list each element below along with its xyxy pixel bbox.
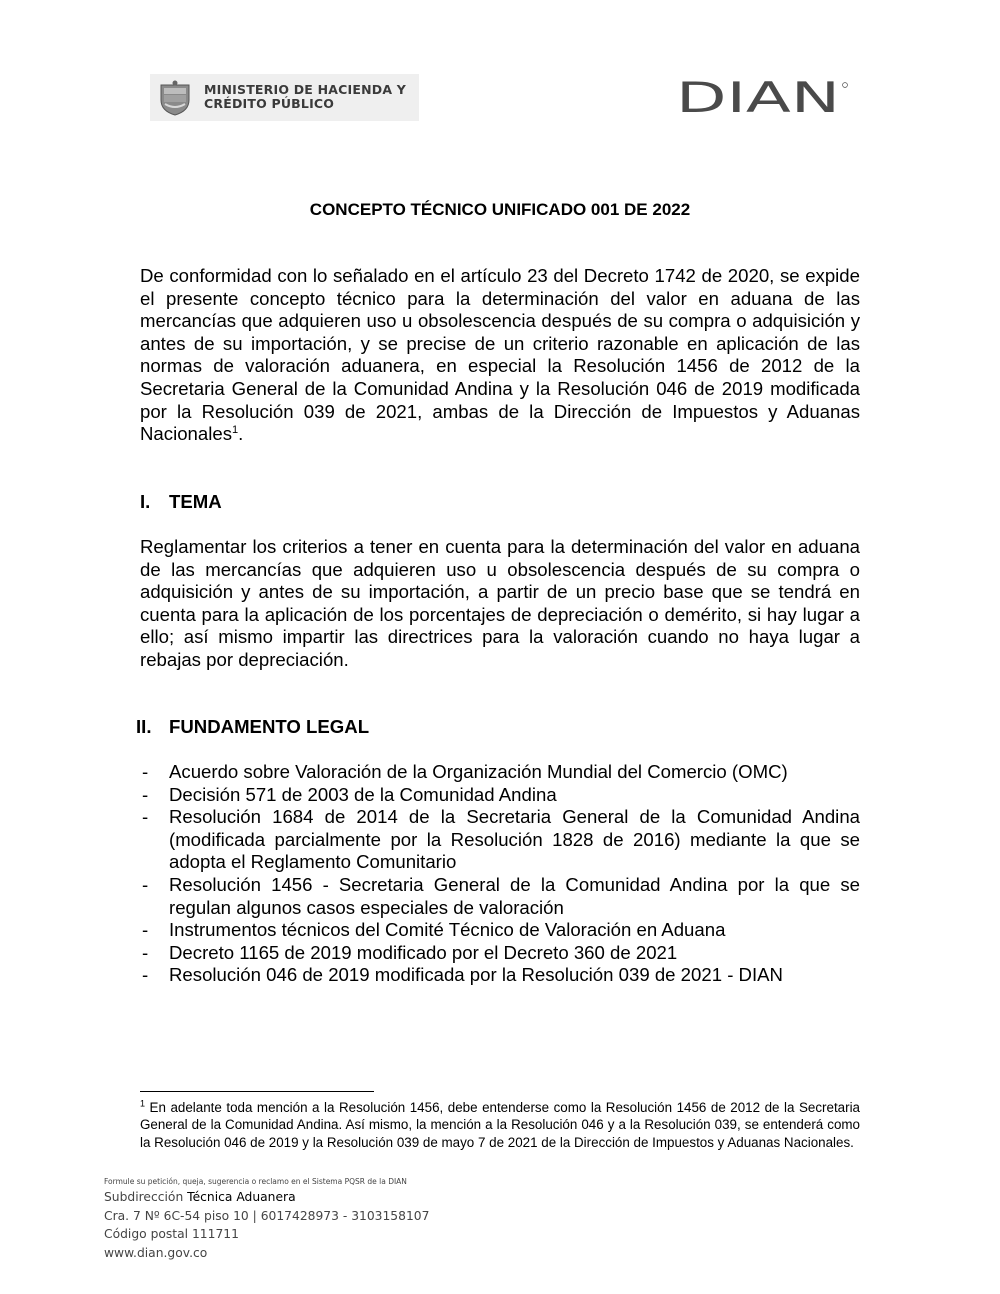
list-item: - Decisión 571 de 2003 de la Comunidad Andina [142,783,557,805]
list-item: - Resolución 1684 de 2014 de la Secretaria General de la Comunidad Andina (modificada parcialmente por la Resolución 1828 de 2016) mediante la que se adopta el Reglamento Comunitario [142,806,860,873]
footnote-number: 1 [140,1098,146,1109]
section-title: TEMA [169,491,222,512]
dian-logo-text: DIAN [676,80,840,114]
ministry-name-line1: MINISTERIO DE HACIENDA Y [204,82,407,97]
intro-end: . [238,423,244,445]
postal-line: Código postal 111711 [104,1227,239,1241]
office-name: Técnica Aduanera [187,1190,296,1204]
ministry-name [204,83,406,111]
footnote-ref[interactable]: 1 [232,423,239,436]
list-item: - Acuerdo sobre Valoración de la Organización Mundial del Comercio (OMC) [142,761,788,782]
document-title: CONCEPTO TÉCNICO UNIFICADO 001 DE 2022 [309,200,691,219]
section-title: FUNDAMENTO LEGAL [169,716,370,737]
page-footer [104,1176,429,1262]
office-line [104,1188,429,1207]
section-number: I. [140,491,151,512]
list-item: - Resolución 1456 - Secretaria General de la Comunidad Andina por la que se regulan algunos casos especiales de valoración [142,873,860,918]
intro-text: De conformidad con lo señalado en el artículo 23 del Decreto 1742 de 2020, se expide el presente concepto técnico para la determinación del valor en aduana de las mercancías que adquieren uso u obsolescencia después de su compra o adquisición y antes de su importación, y se precise de un criterio razonable en aplicación de las normas de valoración aduanera, en especial la Resolución 1456 de 2012 de la Secretaria General de la Comunidad Andina y la Resolución 046 de 2019 modificada por la Resolución 039 de 2021, ambas de la Dirección de Impuestos y Aduanas Nacionales [140,265,860,445]
ministry-logo [150,74,419,121]
footnote [140,1099,860,1151]
list-item: - Instrumentos técnicos del Comité Técnico de Valoración en Aduana [142,919,726,941]
tema-paragraph: Reglamentar los criterios a tener en cuenta para la determinación del valor en aduana de las mercancías que adquieren uso u obsolescencia después de su compra o adquisición y antes de su importación, a partir de un precio base que se tendrá en cuenta para la aplicación de los porcentajes de depreciación o demérito, si hay lugar a ello; así mismo impartir las directrices para la valoración cuando no haya lugar a rebajas por depreciación. [140,536,860,670]
coat-of-arms-icon [158,80,192,116]
pqsr-note: Formule su petición, queja, sugerencia o reclamo en el Sistema PQSR de la DIAN [104,1177,407,1186]
website-link[interactable]: www.dian.gov.co [104,1245,208,1260]
office-prefix: Subdirección [104,1190,184,1204]
list-item: - Resolución 046 de 2019 modificada por la Resolución 039 de 2021 - DIAN [142,964,783,986]
ministry-name-line2: CRÉDITO PÚBLICO [204,96,335,111]
list-item: - Decreto 1165 de 2019 modificado por el Decreto 360 de 2021 [142,941,678,963]
legal-basis-list [140,761,860,987]
intro-paragraph [140,265,860,446]
footnote-divider [140,1091,374,1092]
footnote-text: En adelante toda mención a la Resolución 1456, debe entenderse como la Resolución 1456 de 2012 de la Secretaria General de la Comunidad Andina. Así mismo, la mención a la Resolución 046 y a la Resolución 039, se entenderá como la Resolución 046 de 2019 y la Resolución 039 de mayo 7 de 2021 de la Dirección de Impuestos y Aduanas Nacionales. [140,1100,860,1150]
section-number: II. [136,716,152,737]
dian-logo [676,80,848,114]
address-line: Cra. 7 Nº 6C-54 piso 10 | 6017428973 - 3103158107 [104,1208,430,1223]
